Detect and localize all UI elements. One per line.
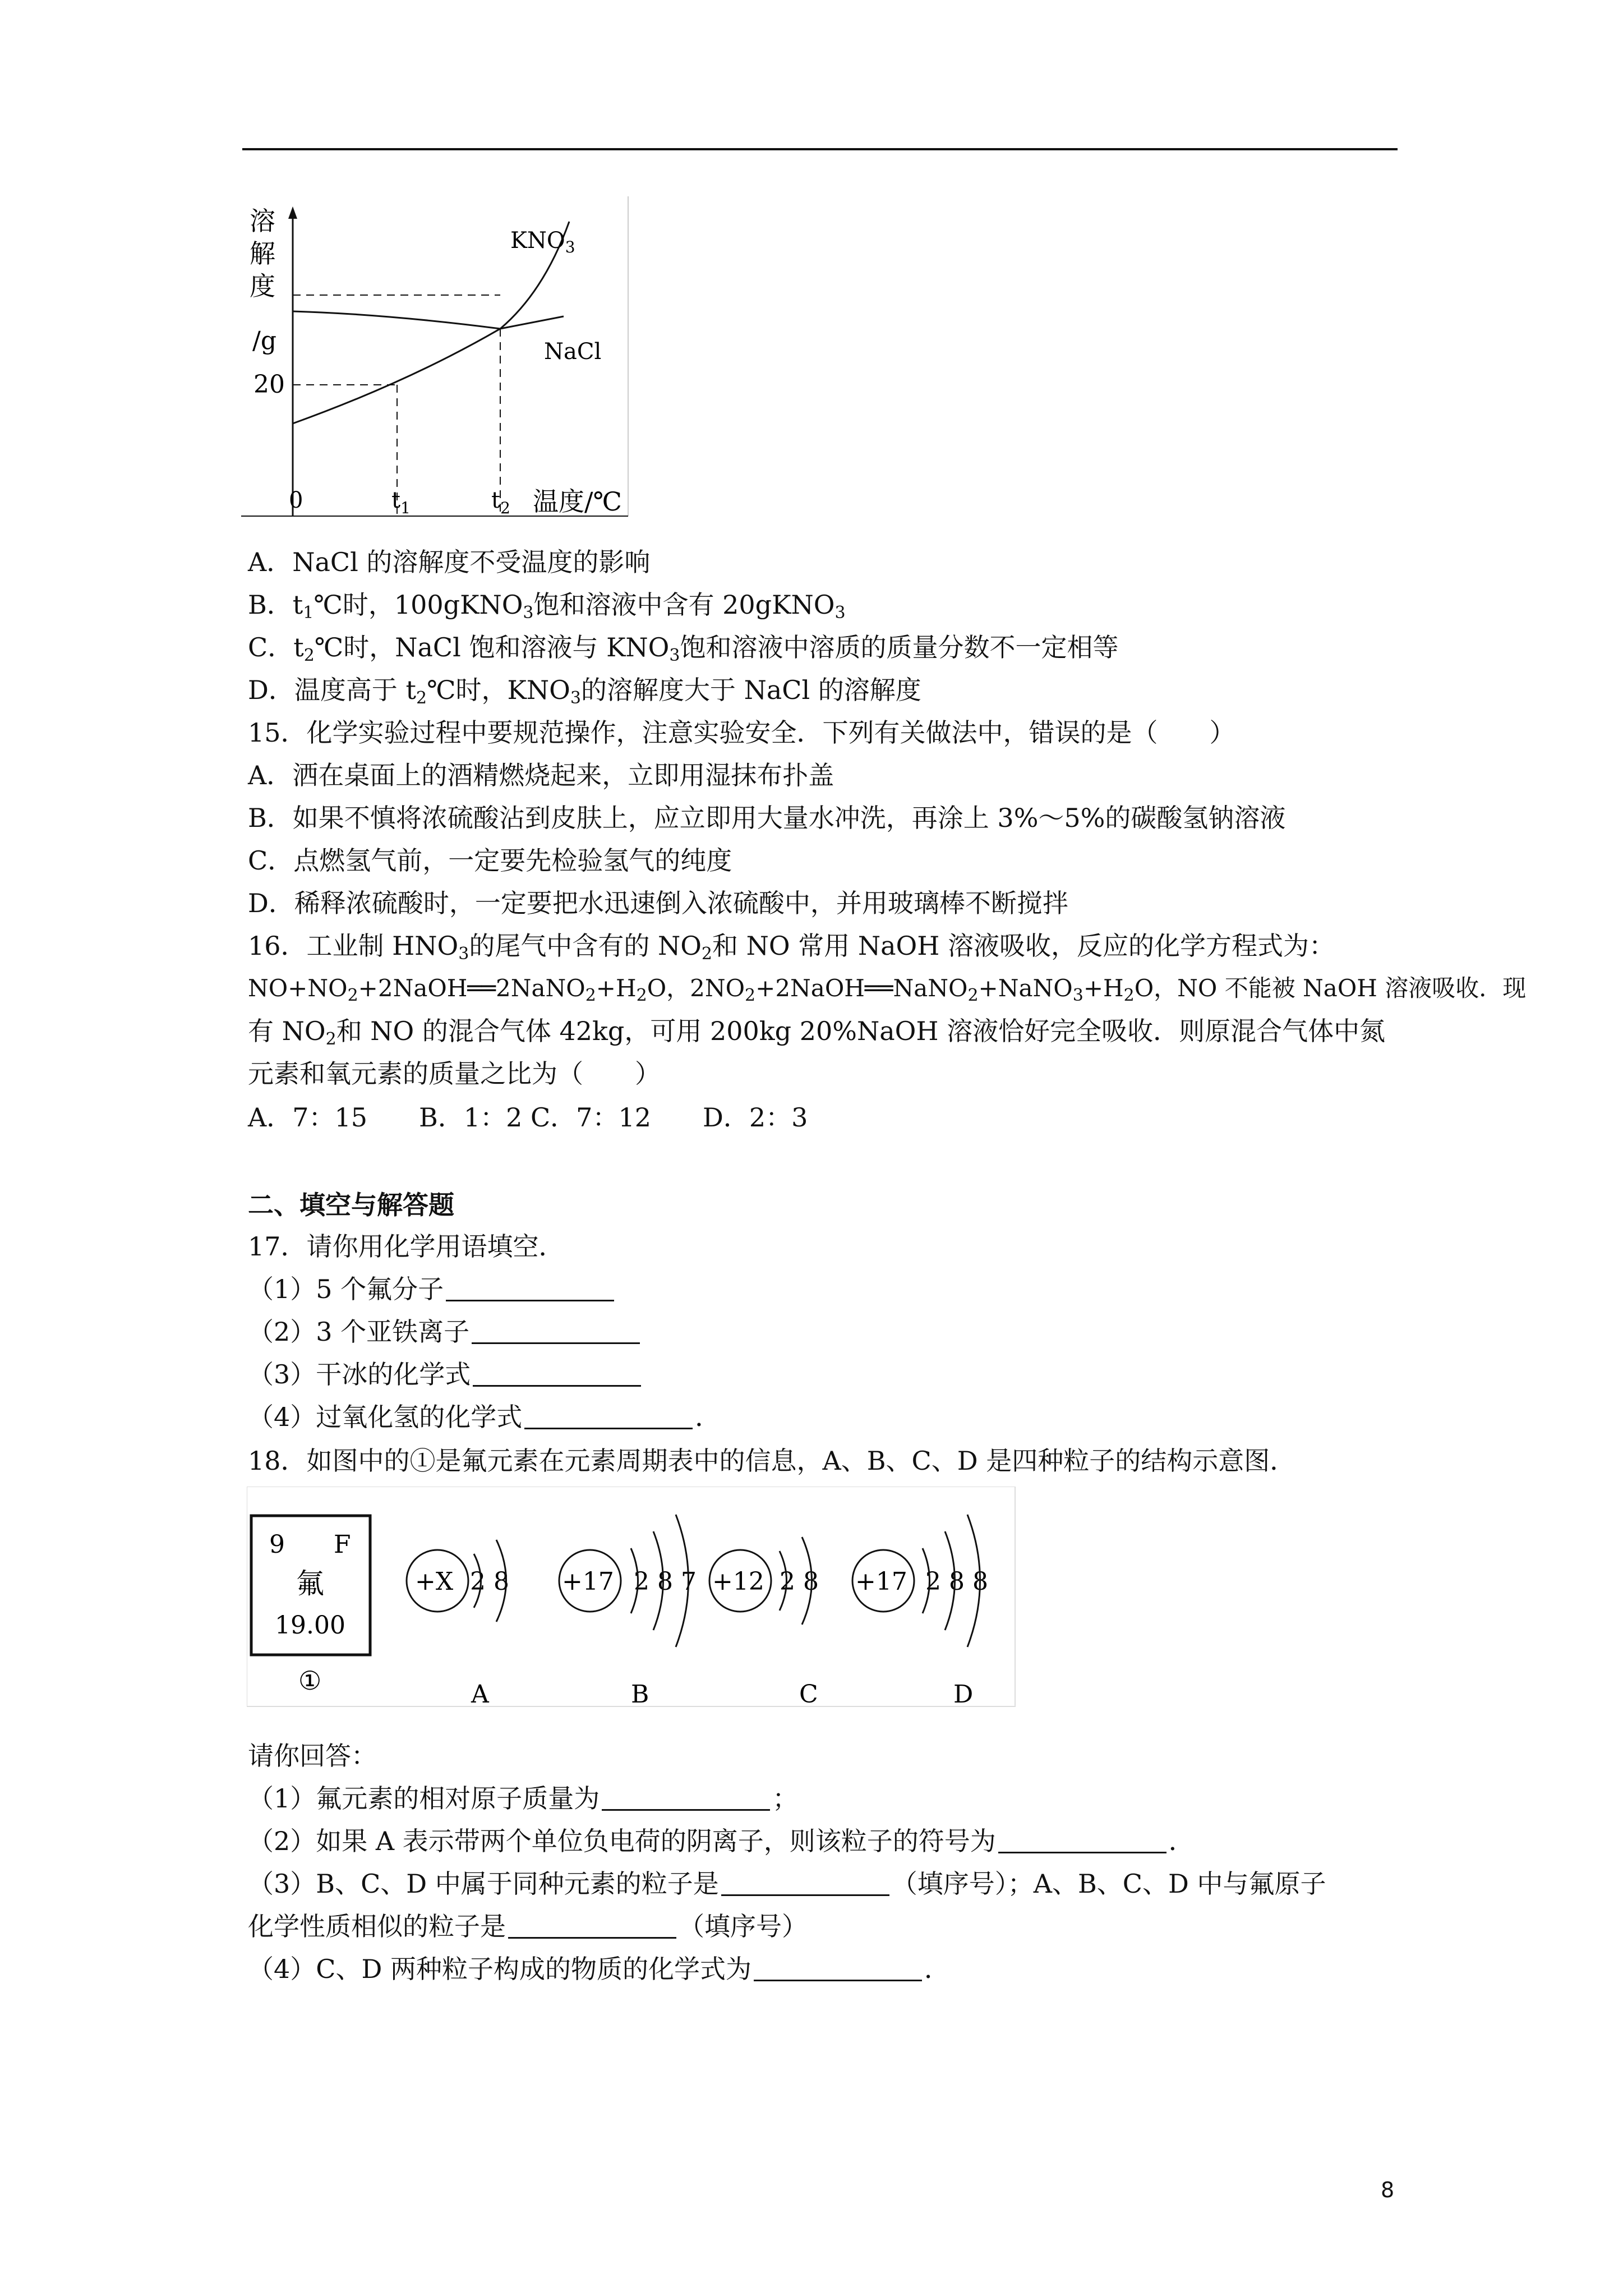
y-tick-label: 20 bbox=[253, 370, 285, 399]
answer-blank[interactable] bbox=[473, 1360, 641, 1387]
q14-option-b: B．$t_1℃$时，100gKNO$_3$饱和溶液中含有 20gKNO$_3$ bbox=[248, 590, 846, 623]
q15-option-d: D．稀释浓硫酸时，一定要把水迅速倒入浓硫酸中，并用玻璃棒不断搅拌 bbox=[248, 888, 1068, 918]
svg-text:氟: 氟 bbox=[296, 1567, 324, 1600]
q17-item-3: （3）干冰的化学式 bbox=[248, 1358, 643, 1391]
x-tick-label: 0 bbox=[289, 487, 303, 513]
q17-item-1: （1）5 个氟分子 bbox=[248, 1272, 616, 1306]
svg-text:B: B bbox=[631, 1680, 649, 1709]
q15-option-b: B．如果不慎将浓硫酸沾到皮肤上，应立即用大量水冲洗，再涂上 3%～5%的碳酸氢钠溶液 bbox=[248, 803, 1286, 833]
q15-option-a: A．洒在桌面上的酒精燃烧起来，立即用湿抹布扑盖 bbox=[248, 760, 834, 790]
answer-blank[interactable] bbox=[721, 1870, 889, 1896]
answer-blank[interactable] bbox=[602, 1784, 770, 1811]
page-number: 8 bbox=[1381, 2178, 1395, 2202]
svg-text:2 8: 2 8 bbox=[470, 1567, 509, 1596]
q15-stem: 15．化学实验过程中要规范操作，注意实验安全．下列有关做法中，错误的是（ ） bbox=[248, 717, 1235, 748]
answer-blank[interactable] bbox=[472, 1318, 640, 1344]
svg-text:19.00: 19.00 bbox=[275, 1611, 345, 1640]
ylabel-char: 溶 bbox=[250, 206, 275, 236]
ylabel-char: 度 bbox=[250, 271, 275, 301]
q16-options: A．7：15 B．1：2 C．7：12 D．2：3 bbox=[248, 1102, 808, 1133]
answer-blank[interactable] bbox=[754, 1955, 922, 1981]
q16-line-4: 元素和氧元素的质量之比为（ ） bbox=[248, 1059, 661, 1089]
nacl-label: NaCl bbox=[544, 339, 602, 365]
q18-part-1: （1）氟元素的相对原子质量为 ； bbox=[248, 1783, 799, 1814]
answer-blank[interactable] bbox=[998, 1827, 1166, 1853]
answer-blank[interactable] bbox=[446, 1275, 614, 1301]
q18-part-4: （4）C、D 两种粒子构成的物质的化学式为 ． bbox=[248, 1954, 950, 1984]
particle-d bbox=[852, 1515, 988, 1709]
particle-b bbox=[559, 1515, 697, 1709]
svg-text:9: 9 bbox=[269, 1530, 285, 1559]
svg-text:+17: +17 bbox=[562, 1567, 614, 1596]
q18-part-3: （3）B、C、D 中属于同种元素的粒子是 （填序号）；A、B、C、D 中与氟原子 bbox=[248, 1869, 1326, 1899]
svg-text:C: C bbox=[799, 1680, 818, 1709]
svg-text:2 8: 2 8 bbox=[780, 1567, 819, 1596]
q18-part-2: （2）如果 A 表示带两个单位负电荷的阴离子，则该粒子的符号为 ． bbox=[248, 1826, 1195, 1856]
q14-option-c: C．$t_2℃$时，NaCl 饱和溶液与 $KNO_3$饱和溶液中溶质的质量分数不一定相等 bbox=[248, 632, 1119, 665]
svg-text:F: F bbox=[334, 1530, 351, 1559]
svg-text:D: D bbox=[953, 1680, 974, 1709]
xlabel: 温度/℃ bbox=[533, 486, 622, 517]
svg-text:+17: +17 bbox=[855, 1567, 907, 1596]
q18-stem: 18．如图中的①是氟元素在元素周期表中的信息，A、B、C、D 是四种粒子的结构示意图． bbox=[248, 1446, 1296, 1476]
q16-line-1: 16．工业制 $HNO_3$的尾气中含有的 $NO_2$和 NO 常用 NaOH 溶液吸收，反应的化学方程式为： bbox=[248, 931, 1335, 964]
svg-text:+12: +12 bbox=[712, 1567, 764, 1596]
x-tick-label: $t_1$ bbox=[391, 487, 411, 517]
svg-text:2 8 7: 2 8 7 bbox=[634, 1567, 697, 1596]
ylabel-char: /g bbox=[252, 326, 276, 355]
q15-option-c: C．点燃氢气前，一定要先检验氢气的纯度 bbox=[248, 845, 732, 876]
solubility-chart bbox=[241, 196, 645, 527]
svg-text:A: A bbox=[471, 1680, 489, 1709]
svg-text:2 8 8: 2 8 8 bbox=[925, 1567, 988, 1596]
q18-prompt: 请你回答： bbox=[248, 1741, 377, 1771]
header-rule bbox=[242, 148, 1398, 150]
kno3-label: $KNO_3$ bbox=[510, 228, 575, 256]
q17-stem: 17．请你用化学用语填空． bbox=[248, 1231, 565, 1262]
q17-item-4: （4）过氧化氢的化学式 ． bbox=[248, 1402, 721, 1432]
q16-line-2: $NO+NO_2+2NaOH══2NaNO_2+H_2O$，$2NO_2+2NaOH══NaNO_2+NaNO_3+H_2O$，NO 不能被 NaOH 溶液吸收．现 bbox=[248, 974, 1527, 1005]
q14-option-a: A．NaCl 的溶解度不受温度的影响 bbox=[248, 547, 651, 577]
particle-c bbox=[709, 1537, 819, 1709]
atom-structure-figure bbox=[247, 1487, 1021, 1711]
section-heading: 二、填空与解答题 bbox=[248, 1190, 454, 1220]
nacl-curve bbox=[293, 311, 564, 329]
svg-text:+X: +X bbox=[415, 1567, 454, 1596]
answer-blank[interactable] bbox=[508, 1912, 676, 1939]
x-tick-label: $t_2$ bbox=[491, 487, 510, 517]
q17-item-2: （2）3 个亚铁离子 bbox=[248, 1315, 642, 1349]
q14-option-d: D．温度高于 $t_2℃$时，$KNO_3$的溶解度大于 NaCl 的溶解度 bbox=[248, 675, 921, 708]
particle-a bbox=[407, 1540, 509, 1709]
answer-blank[interactable] bbox=[524, 1403, 693, 1429]
q16-line-3: 有 $NO_2$和 NO 的混合气体 42kg，可用 200kg 20%NaOH 溶液恰好完全吸收．则原混合气体中氮 bbox=[248, 1016, 1386, 1049]
svg-text:①: ① bbox=[298, 1665, 322, 1696]
q18-part-3b: 化学性质相似的粒子是 （填序号） bbox=[248, 1911, 808, 1941]
ylabel-char: 解 bbox=[250, 238, 275, 269]
